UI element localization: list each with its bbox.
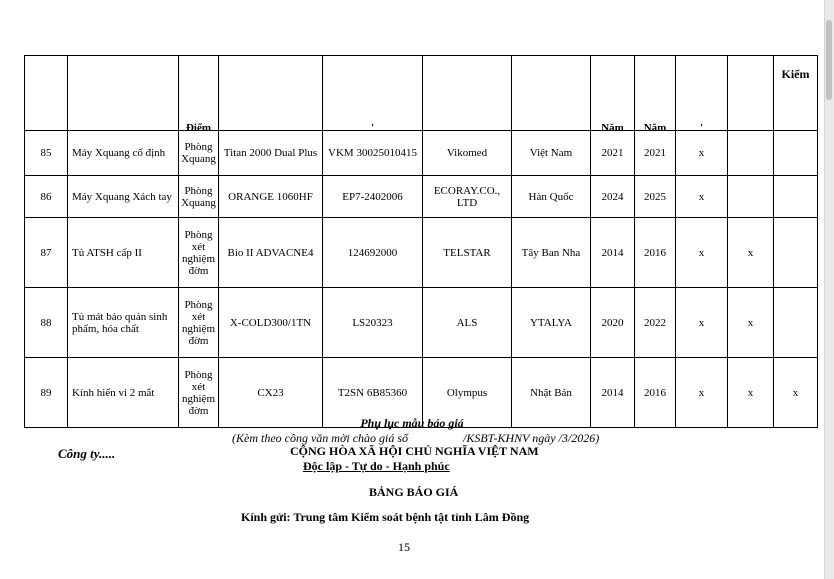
cell-maker: Vikomed	[423, 131, 512, 176]
nation-motto: Độc lập - Tự do - Hạnh phúc	[303, 459, 450, 473]
cell-name: Tủ mát bảo quản sinh phẩm, hóa chất	[68, 288, 179, 358]
cell-no: 85	[25, 131, 68, 176]
header-cell-country	[512, 56, 591, 131]
equipment-table-wrapper	[24, 55, 818, 417]
cell-name: Kính hiển vi 2 mắt	[68, 358, 179, 428]
header-fragment-last: Kiểm	[781, 67, 810, 81]
cell-model: ORANGE 1060HF	[219, 176, 323, 218]
cell-serial: LS20323	[323, 288, 423, 358]
cell-c1: x	[676, 176, 728, 218]
cell-c1: x	[676, 218, 728, 288]
cell-model: Bio II ADVACNE4	[219, 218, 323, 288]
cell-c1: x	[676, 358, 728, 428]
header-cell-name	[68, 56, 179, 131]
scrollbar-thumb[interactable]	[826, 20, 832, 100]
cell-c2: x	[728, 288, 774, 358]
cell-serial: VKM 30025010415	[323, 131, 423, 176]
cell-country: Việt Nam	[512, 131, 591, 176]
nation-title: CỘNG HÒA XÃ HỘI CHỦ NGHĨA VIỆT NAM	[290, 444, 539, 458]
cell-maker: ALS	[423, 288, 512, 358]
cell-c3: x	[774, 358, 818, 428]
cell-no: 87	[25, 218, 68, 288]
cell-name: Tủ ATSH cấp II	[68, 218, 179, 288]
header-cell-serial	[323, 56, 423, 134]
header-cell-model	[219, 56, 323, 131]
cell-year1: 2014	[591, 358, 635, 428]
cell-year1: 2014	[591, 218, 635, 288]
cell-serial: T2SN 6B85360	[323, 358, 423, 428]
table-row	[25, 176, 818, 218]
cell-c3	[774, 288, 818, 358]
table-row	[25, 218, 818, 288]
cell-c2: x	[728, 358, 774, 428]
cell-name: Máy Xquang Xách tay	[68, 176, 179, 218]
cell-year1: 2024	[591, 176, 635, 218]
header-cell-c1	[676, 56, 728, 134]
cell-model: Titan 2000 Dual Plus	[219, 131, 323, 176]
cell-name: Máy Xquang cố định	[68, 131, 179, 176]
company-name: Công ty.....	[58, 446, 116, 461]
cell-room: Phòng Xquang	[179, 176, 219, 218]
cell-c2: x	[728, 218, 774, 288]
header-fragment-room: Điểm	[185, 122, 212, 134]
appendix-note-right: /KSBT-KHNV ngày /3/2026)	[463, 431, 600, 445]
cell-c2	[728, 176, 774, 218]
header-cell-year1	[591, 56, 635, 134]
table-row	[25, 288, 818, 358]
cell-no: 86	[25, 176, 68, 218]
recipient-line: Kính gửi: Trung tâm Kiểm soát bệnh tật tỉnh Lâm Đồng	[241, 510, 530, 524]
cell-c2	[728, 131, 774, 176]
header-cell-room	[179, 56, 219, 134]
cell-room: Phòng xét nghiệm đờm	[179, 288, 219, 358]
cell-year2: 2016	[635, 358, 676, 428]
cell-country: Tây Ban Nha	[512, 218, 591, 288]
cell-country: YTALYA	[512, 288, 591, 358]
cell-no: 89	[25, 358, 68, 428]
header-fragment-c1: '	[699, 122, 704, 134]
cell-no: 88	[25, 288, 68, 358]
cell-year2: 2021	[635, 131, 676, 176]
cell-serial: 124692000	[323, 218, 423, 288]
header-cell-c3	[774, 56, 818, 131]
header-cell-c2	[728, 56, 774, 131]
cell-c1: x	[676, 131, 728, 176]
table-row	[25, 358, 818, 428]
cell-maker: ECORAY.CO., LTD	[423, 176, 512, 218]
cell-year2: 2022	[635, 288, 676, 358]
header-cell-year2	[635, 56, 676, 134]
cell-room: Phòng xét nghiệm đờm	[179, 218, 219, 288]
cell-maker: Olympus	[423, 358, 512, 428]
header-fragment-year1: Năm	[601, 122, 624, 134]
cell-room: Phòng Xquang	[179, 131, 219, 176]
cell-model: X-COLD300/1TN	[219, 288, 323, 358]
cell-serial: EP7-2402006	[323, 176, 423, 218]
cell-year1: 2020	[591, 288, 635, 358]
appendix-note-left: (Kèm theo công văn mời chào giá số	[232, 431, 409, 445]
header-cell-no	[25, 56, 68, 131]
cell-year2: 2016	[635, 218, 676, 288]
cell-c3	[774, 131, 818, 176]
cell-year1: 2021	[591, 131, 635, 176]
header-fragment-serial: '	[370, 122, 375, 134]
cell-country: Hàn Quốc	[512, 176, 591, 218]
header-cell-maker	[423, 56, 512, 131]
table-row	[25, 131, 818, 176]
document-title: BẢNG BÁO GIÁ	[369, 485, 459, 499]
cell-room: Phòng xét nghiệm đờm	[179, 358, 219, 428]
cell-c3	[774, 218, 818, 288]
appendix-title: Phụ lục mẫu báo giá	[360, 416, 464, 430]
header-fragment-year2: Năm	[643, 122, 667, 134]
partial-header-row	[25, 56, 818, 131]
cell-c3	[774, 176, 818, 218]
cell-country: Nhật Bản	[512, 358, 591, 428]
cell-c1: x	[676, 288, 728, 358]
equipment-table	[24, 55, 818, 428]
cell-year2: 2025	[635, 176, 676, 218]
page-number: 15	[398, 540, 410, 554]
cell-maker: TELSTAR	[423, 218, 512, 288]
cell-model: CX23	[219, 358, 323, 428]
